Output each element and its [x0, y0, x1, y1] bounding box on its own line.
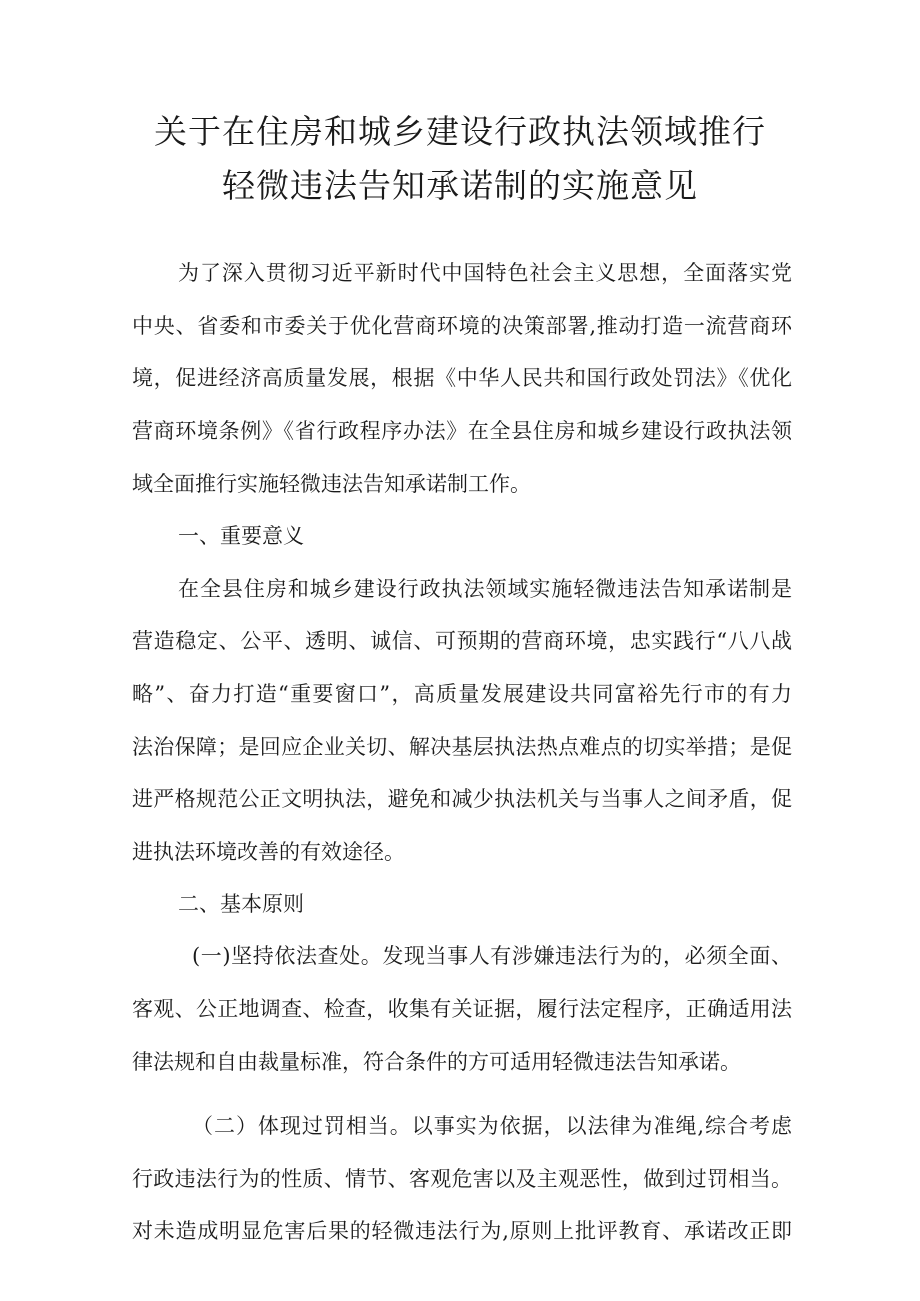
principle1-line-1: (一)坚持依法查处。发现当事人有涉嫌违法行为的，必须全面、: [192, 944, 792, 968]
intro-line-5: 域全面推行实施轻微违法告知承诺制工作。: [132, 472, 531, 496]
principle2-line-3: 对未造成明显危害后果的轻微违法行为,原则上批评教育、承诺改正即: [132, 1219, 792, 1243]
section2-heading: 二、基本原则: [178, 892, 304, 916]
intro-line-4: 营商环境条例》《省行政程序办法》在全县住房和城乡建设行政执法领: [132, 419, 792, 443]
intro-line-1: 为了深入贯彻习近平新时代中国特色社会主义思想，全面落实党: [178, 261, 792, 285]
principle2-line-2: 行政违法行为的性质、情节、客观危害以及主观恶性，做到过罚相当。: [132, 1167, 792, 1191]
section1-line-4: 法治保障；是回应企业关切、解决基层执法热点难点的切实举措；是促: [132, 735, 792, 759]
principle2-line-1: （二）体现过罚相当。以事实为依据，以法律为准绳,综合考虑: [192, 1114, 792, 1138]
section1-line-1: 在全县住房和城乡建设行政执法领域实施轻微违法告知承诺制是: [178, 577, 792, 601]
section1-line-6: 进执法环境改善的有效途径。: [132, 840, 405, 864]
section1-heading: 一、重要意义: [178, 524, 304, 548]
principle1-line-2: 客观、公正地调查、检查，收集有关证据，履行法定程序，正确适用法: [132, 997, 792, 1021]
document-title-line-2: 轻微违法告知承诺制的实施意见: [222, 166, 698, 205]
intro-line-2: 中央、省委和市委关于优化营商环境的决策部署,推动打造一流营商环: [132, 314, 792, 338]
principle1-line-3: 律法规和自由裁量标准，符合条件的方可适用轻微违法告知承诺。: [132, 1050, 741, 1074]
intro-line-3: 境，促进经济高质量发展，根据《中华人民共和国行政处罚法》《优化: [132, 366, 792, 390]
document-title-line-1: 关于在住房和城乡建设行政执法领域推行: [154, 112, 766, 151]
section1-line-2: 营造稳定、公平、透明、诚信、可预期的营商环境，忠实践行“八八战: [132, 629, 792, 653]
section1-line-3: 略”、奋力打造“重要窗口”，高质量发展建设共同富裕先行市的有力: [132, 682, 792, 706]
section1-line-5: 进严格规范公正文明执法，避免和减少执法机关与当事人之间矛盾，促: [132, 787, 792, 811]
